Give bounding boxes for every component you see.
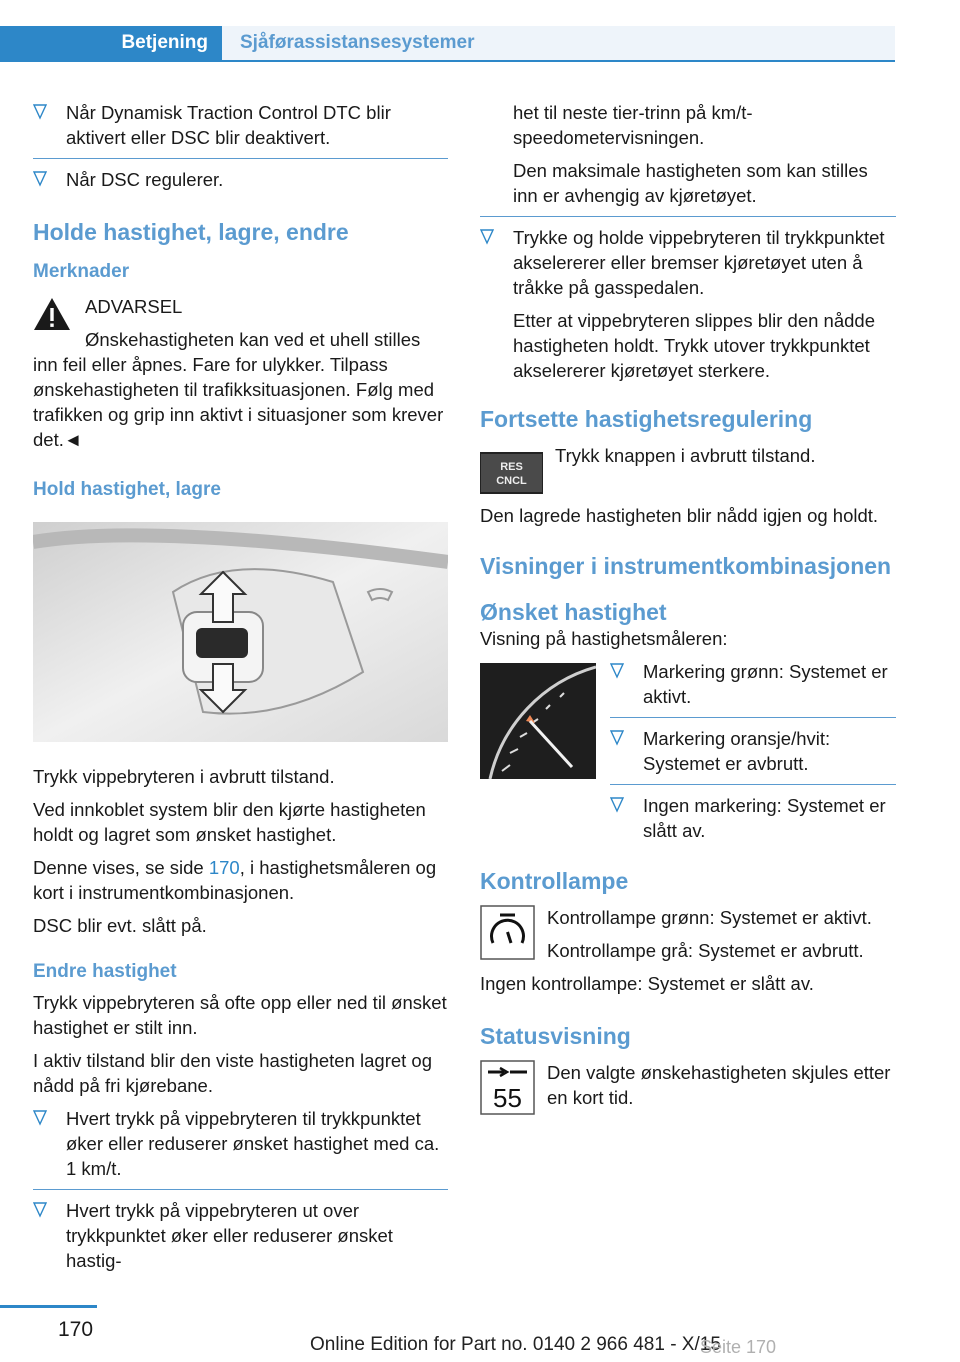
list-item: Ingen markering: Systemet er slått av.	[610, 793, 896, 843]
triangle-bullet-icon	[33, 104, 47, 120]
res-label: RES	[500, 461, 523, 473]
heading-holde-hastighet: Holde hastighet, lagre, endre	[33, 219, 349, 245]
heading-endre-hastighet: Endre hastighet	[33, 961, 177, 982]
p-resume: Trykk knappen i avbrutt tilstand.	[555, 445, 816, 466]
list-item: Markering oransje/hvit: Systemet er avbrutt.	[610, 726, 896, 776]
heading-kontrollampe: Kontrollampe	[480, 868, 629, 894]
p-shown: Denne vises, se side 170, i hastighetsmåleren og kort i instrumentkombinasjonen.	[33, 857, 437, 903]
p-lamp-green: Kontrollampe grønn: Systemet er aktivt.	[547, 907, 872, 928]
status-block	[480, 1060, 896, 1116]
heading-statusvisning: Statusvisning	[480, 1023, 631, 1049]
divider	[480, 216, 896, 217]
res-cncl-block	[480, 443, 896, 499]
p-dsc: DSC blir evt. slått på.	[33, 915, 207, 936]
tab-sjaforassistansesystemer[interactable]: Sjåførassistansesystemer	[222, 26, 895, 60]
speedo-list	[610, 659, 896, 843]
list-item: Markering grønn: Systemet er aktivt.	[610, 659, 896, 709]
left-column	[33, 100, 448, 1281]
triangle-bullet-icon	[33, 171, 47, 187]
res-cncl-button-icon	[480, 445, 543, 501]
speed-status-icon	[480, 1060, 535, 1115]
warning-title: ADVARSEL	[85, 296, 183, 317]
warning-text: Ønskehastigheten kan ved et uhell stilles inn feil eller åpnes. Fare for ulykker. Tilpass ønskehastigheten til trafikksituasjonen. Følg med trafikken og grip inn aktivt i situasjoner som krever det.◄	[33, 329, 444, 450]
p-lamp-none: Ingen kontrollampe: Systemet er slått av.	[480, 973, 814, 994]
divider	[33, 1189, 448, 1190]
p-cont2: Den maksimale hastigheten som kan stilles inn er avhengig av kjøretøyet.	[513, 160, 868, 206]
triangle-bullet-icon	[610, 663, 624, 679]
p-saved: Ved innkoblet system blir den kjørte hastigheten holdt og lagret som ønsket hastighet.	[33, 799, 426, 845]
footer-edition: Online Edition for Part no. 0140 2 966 481 - X/15	[310, 1334, 721, 1355]
p-change1: Trykk vippebryteren så ofte opp eller ned til ønsket hastighet er stilt inn.	[33, 992, 447, 1038]
speedometer-image	[480, 663, 596, 779]
triangle-bullet-icon	[33, 1110, 47, 1126]
watermark: Seite 170	[700, 1337, 777, 1357]
steering-wheel-switch-image	[33, 522, 448, 742]
divider	[610, 717, 896, 718]
triangle-bullet-icon	[610, 797, 624, 813]
warning-block	[33, 294, 448, 452]
status-speed-value: 55	[493, 1083, 522, 1113]
p-cont1: het til neste tier-trinn på km/t-speedometervisningen.	[513, 102, 753, 148]
cncl-label: CNCL	[496, 475, 527, 487]
speedo-block	[480, 659, 896, 843]
page-number: 170	[58, 1318, 94, 1341]
lamp-block	[480, 905, 896, 963]
triangle-bullet-icon	[610, 730, 624, 746]
heading-merknader: Merknader	[33, 261, 130, 282]
heading-hold-hastighet: Hold hastighet, lagre	[33, 479, 221, 500]
p-press: Trykk vippebryteren i avbrutt tilstand.	[33, 766, 335, 787]
p-change2: I aktiv tilstand blir den viste hastigheten lagret og nådd på fri kjørebane.	[33, 1050, 433, 1096]
p-resume2: Den lagrede hastigheten blir nådd igjen og holdt.	[480, 505, 879, 526]
list-item: Når DSC regulerer.	[33, 167, 448, 192]
list-item: Når Dynamisk Traction Control DTC blir aktivert eller DSC blir deaktivert.	[33, 100, 448, 150]
heading-onsket-hastighet: Ønsket hastighet	[480, 599, 667, 625]
header-tabbar	[0, 26, 895, 62]
tab-betjening[interactable]: Betjening	[0, 26, 222, 60]
divider	[610, 784, 896, 785]
p-display: Visning på hastighetsmåleren:	[480, 628, 728, 649]
p-status: Den valgte ønskehastigheten skjules etter en kort tid.	[547, 1062, 891, 1108]
cruise-control-lamp-icon	[480, 905, 535, 960]
p-lamp-grey: Kontrollampe grå: Systemet er avbrutt.	[547, 940, 864, 961]
triangle-bullet-icon	[480, 229, 494, 245]
divider	[33, 158, 448, 159]
list-item: Hvert trykk på vippebryteren ut over trykkpunktet øker eller reduserer ønsket hastig-	[33, 1198, 448, 1273]
footer-rule	[0, 1305, 97, 1308]
list-item: Hvert trykk på vippebryteren til trykkpunktet øker eller reduserer ønsket hastighet med ca. 1 km/t.	[33, 1106, 448, 1181]
p-bullet5b: Etter at vippebryteren slippes blir den nådde hastigheten holdt. Trykk utover trykkpunktet akselererer kjøretøyet sterkere.	[513, 310, 875, 381]
warning-icon	[33, 296, 71, 332]
triangle-bullet-icon	[33, 1202, 47, 1218]
right-column	[480, 100, 896, 1116]
heading-visninger: Visninger i instrumentkombinasjonen	[480, 553, 892, 579]
page-link[interactable]: 170	[208, 857, 240, 878]
heading-fortsette: Fortsette hastighetsregulering	[480, 406, 813, 432]
list-item: Trykke og holde vippebryteren til trykkpunktet akselererer eller bremser kjøretøyet uten å tråkke på gasspedalen.	[480, 225, 896, 300]
tab-underline	[0, 60, 895, 62]
